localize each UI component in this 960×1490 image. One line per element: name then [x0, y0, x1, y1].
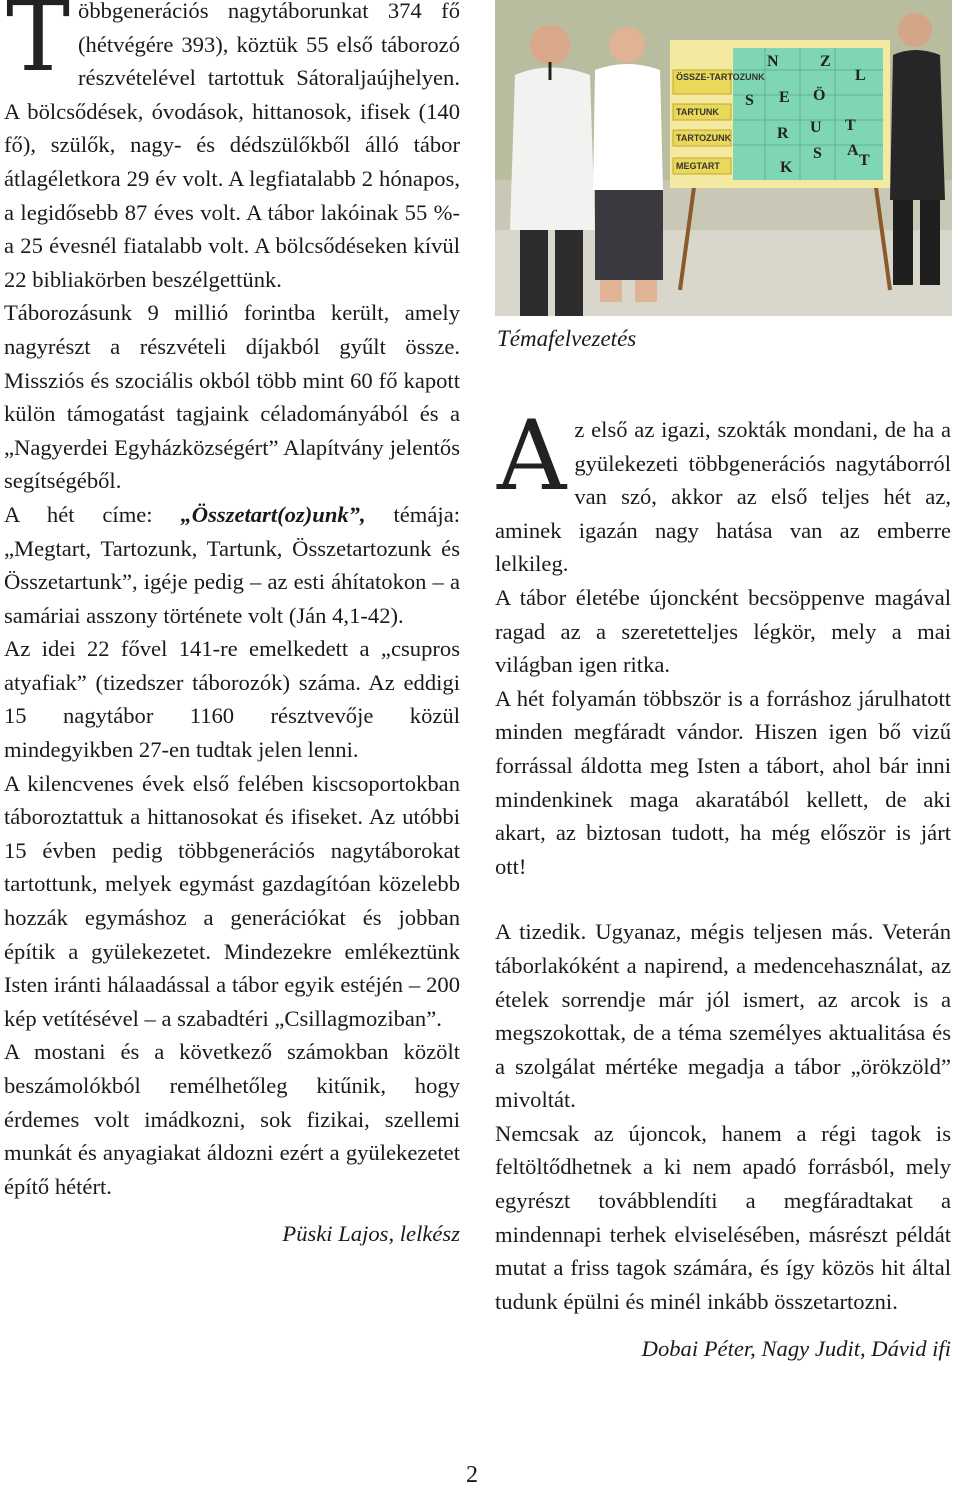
board-word: ÖSSZE-TARTOZUNK: [676, 72, 765, 82]
photo-caption: Témafelvezetés: [497, 326, 637, 351]
paragraph: A mostani és a következő számokban közölt beszámolókból remélhetőleg kitűnik, hogy érdemes volt imádkozni, sok fizikai, szellemi munkát és anyagiakat áldozni ezért a gyülekezetet építő hétért.: [4, 1039, 460, 1199]
paragraph: Nemcsak az újoncok, hanem a régi tagok is feltöltődhetnek a ki nem apadó forrásból, mely egyrészt továbblendíti a megfáradtakat a mindennapi terhek elviselésében, másrészt példát mutat a friss tagok számára, és így közös hit által tudunk épülni és minél inkább összetartozni.: [495, 1120, 951, 1314]
board-letter: T: [845, 117, 856, 134]
right-article-column: [495, 400, 951, 1366]
paragraph: [4, 0, 460, 296]
board-letter: Ö: [813, 87, 826, 104]
board-letter: Z: [820, 53, 831, 70]
board-letter: A: [847, 142, 859, 159]
board-word: TARTUNK: [676, 107, 719, 117]
photo-illustration: [495, 0, 952, 316]
paragraph: A tábor életébe újoncként becsöppenve magával ragad az a szeretetteljes légkör, mely a mai világban igen ritka.: [495, 584, 951, 678]
board-letter: L: [855, 67, 866, 84]
paragraph: Az idei 22 fővel 141-re emelkedett a „csupros atyafiak” (tizedszer táborozók) száma. Az eddigi 15 nagytábor 1160 résztvevője közül mindegyikben 27-en tudtak jelen lenni.: [4, 636, 460, 763]
board-word: TARTOZUNK: [676, 133, 732, 143]
board-letter: N: [767, 53, 779, 70]
paragraph: A kilencvenes évek első felében kiscsoportokban táboroztattuk a hittanosokat és ifiseket. Az utóbbi 15 évben pedig többgenerációs nagytáborokat tartottunk, melyek egymást gazdagítóan közelebb hozzák egymáshoz a generációkat és jobban építik a gyülekezetet. Mindezekre emlékeztünk Isten iránti hálaadással a tábor egyik estéjén – 200 kép vetítésével – a szabadtéri „Csillagmoziban”.: [4, 770, 460, 1031]
left-article-column: [4, 0, 460, 1251]
paragraph-text: z első az igazi, szokták mondani, de ha a gyülekezeti többgenerációs nagytáborról van szó, akkor az első teljes hét az, aminek igazán nagy hatása van az emberre lelkileg.: [495, 417, 951, 577]
paragraph-text: témája: „Megtart, Tartozunk, Tartunk, Összetartozunk és Összetartunk”, igéje pedig – az esti áhítatokon – a samáriai asszony története volt (Ján 4,1-42).: [4, 501, 460, 628]
paragraph: [495, 400, 951, 581]
paragraph: [4, 498, 460, 632]
week-title: „Összetart(oz)unk”,: [180, 501, 366, 527]
paragraph: Táborozásunk 9 millió forintba került, amely nagyrészt a részvételi díjakból gyűlt össze. Missziós és szociális okból több mint 60 fő kapott külön támogatást tagjaink céladományából és a „Nagyerdei Egyházközségért” Alapítvány jelentős segítségéből.: [4, 300, 460, 494]
drop-cap: A: [497, 400, 567, 512]
paragraph-text: öbbgenerációs nagytáborunkat 374 fő (hétvégére 393), köztük 55 első táborozó részvételével tartottuk Sátoraljaújhelyen. A bölcsődések, óvodások, hittanosok, ifisek (140 fő), szülők, nagy- és dédszülőkből álló tábor átlagéletkora 29 év volt. A legfiatalabb 2 hónapos, a legidősebb 87 éves volt. A tábor lakóinak 55 %-a 25 évesnél fiatalabb volt. A bölcsődéseken kívül 22 bibliakörben beszélgettünk.: [4, 0, 460, 292]
board-letter: S: [745, 92, 754, 109]
event-photo: [495, 0, 952, 316]
paragraph-gap: [495, 883, 951, 915]
paragraph-text: A hét címe:: [4, 501, 181, 527]
board-word: MEGTART: [676, 161, 720, 171]
author-signature: Püski Lajos, lelkész: [282, 1221, 460, 1247]
page-number: 2: [466, 1462, 478, 1488]
drop-cap: T: [6, 0, 71, 93]
board-letter: S: [813, 145, 822, 162]
board-letter: E: [779, 89, 790, 106]
board-letter: R: [777, 125, 789, 142]
paragraph: A tizedik. Ugyanaz, mégis teljesen más. Veterán táborlakóként a napirend, a medencehasználat, az ételek sorrendje már jól ismert, az arcok is a megszokottak, de a téma személyes aktualitása és a szolgálat mértéke megadja a tábor „örökzöld” mivoltát.: [495, 919, 951, 1113]
board-letter: T: [859, 152, 870, 169]
board-letter: U: [810, 119, 822, 136]
author-signature: Dobai Péter, Nagy Judit, Dávid ifi: [641, 1336, 951, 1362]
board-letter: K: [780, 159, 793, 176]
paragraph: A hét folyamán többször is a forráshoz járulhatott minden megfáradt vándor. Hiszen igen bő vizű forrással áldotta meg Isten a tábort, ahol bár inni mindenkinek maga akaratából kellett, de aki akart, az biztosan tudott, ha még először is járt ott!: [495, 685, 951, 879]
